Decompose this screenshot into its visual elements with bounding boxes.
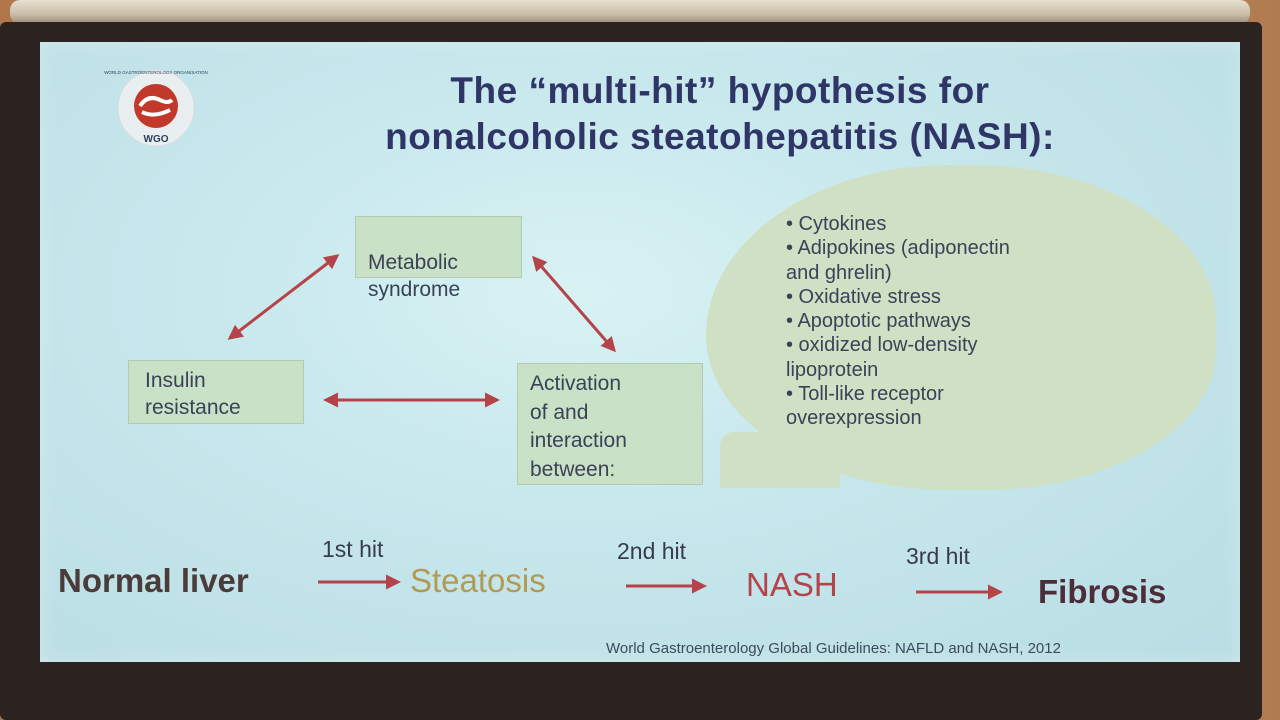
stage-nash: NASH xyxy=(746,566,838,603)
node-metabolic-syndrome-label: Metabolic syndrome xyxy=(368,251,461,301)
mechanism-item: • Oxidative stress xyxy=(786,285,941,308)
stage-normal-liver: Normal liver xyxy=(58,562,249,599)
title-line-2: nonalcoholic steatohepatitis (NASH): xyxy=(385,116,1055,157)
mechanism-item: • Toll-like receptor xyxy=(786,383,944,406)
node-metabolic-syndrome xyxy=(355,216,522,301)
title-line-1: The “multi-hit” hypothesis for xyxy=(450,70,990,111)
mechanisms-list xyxy=(786,212,1146,431)
wgo-logo-icon xyxy=(98,66,228,152)
node-insulin-resistance xyxy=(128,360,304,424)
mechanisms-bubble-tail xyxy=(720,432,840,488)
stage-fibrosis: Fibrosis xyxy=(1038,573,1167,610)
screen-roller xyxy=(10,0,1250,24)
logo-label: WGO xyxy=(143,134,169,145)
mechanism-item: and ghrelin) xyxy=(786,261,892,284)
hit-label-2: 2nd hit xyxy=(617,538,687,564)
logo-ring-text: WORLD GASTROENTEROLOGY ORGANISATION xyxy=(104,70,208,75)
hit-label-1: 1st hit xyxy=(322,536,384,562)
node-activation xyxy=(517,363,703,485)
mechanism-item: • Adipokines (adiponectin xyxy=(786,237,1010,260)
mechanism-item: overexpression xyxy=(786,407,922,430)
slide-title xyxy=(230,68,1210,160)
node-activation-label: Activation of and interaction between: xyxy=(530,372,627,481)
citation: World Gastroenterology Global Guidelines: NAFLD and NASH, 2012 xyxy=(606,640,1061,657)
stage-steatosis: Steatosis xyxy=(410,562,546,599)
hit-label-3: 3rd hit xyxy=(906,543,970,569)
mechanism-item: • oxidized low-density xyxy=(786,334,978,357)
node-insulin-resistance-label: Insulin resistance xyxy=(145,369,241,419)
mechanism-item: lipoprotein xyxy=(786,358,879,381)
mechanism-item: • Apoptotic pathways xyxy=(786,310,971,333)
mechanism-item: • Cytokines xyxy=(786,213,887,235)
